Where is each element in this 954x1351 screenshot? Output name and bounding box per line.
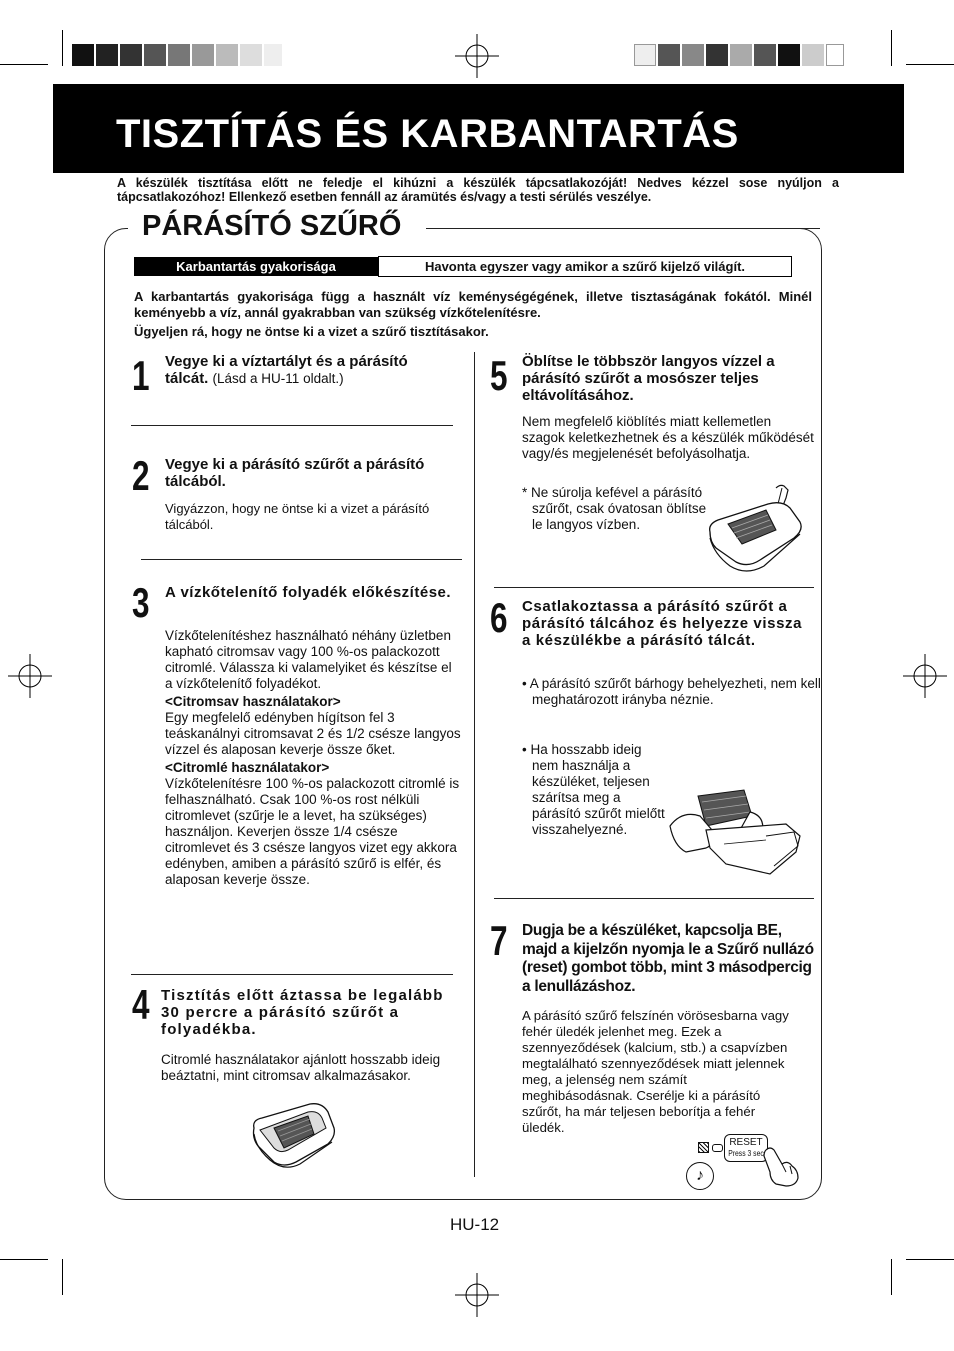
color-calibration-bar-right (634, 44, 844, 66)
beep-sound-icon: ♪ (686, 1162, 714, 1190)
step-3-paragraph: Vízkőtelenítéshez használható néhány üzletben kapható citromsav vagy 100 %-os palackozott citromlé. Válassza ki valamelyiket és készítse el a vízkőtelenítő folyadékot. (165, 628, 452, 691)
frequency-value: Havonta egyszer vagy amikor a szűrő kijelző világít. (378, 256, 792, 277)
step-separator (494, 587, 814, 588)
citric-acid-text: Egy megfelelő edényben hígítson fel 3 teáskanálnyi citromsavat 2 és 1/2 csésze langyos vízzel és alaposan keverje össze őket. (165, 710, 461, 757)
step-1-heading-text: Vegye ki a víztartályt és a párásító tálcát. (165, 353, 408, 387)
step-1-reference: (Lásd a HU-11 oldalt.) (212, 371, 344, 386)
color-calibration-bar-left (72, 44, 282, 66)
reset-button-label: RESET (729, 1137, 763, 1148)
registration-mark-bottom-icon (455, 1273, 499, 1317)
crop-mark (62, 1259, 63, 1295)
filter-soaking-illustration-icon (248, 1098, 338, 1172)
crop-mark (62, 30, 63, 66)
step-separator (494, 898, 814, 899)
intro-paragraph-2: Ügyeljen rá, hogy ne öntse ki a vizet a szűrő tisztításakor. (134, 324, 489, 339)
step-number: 2 (132, 452, 150, 499)
citric-acid-subheading: <Citromsav használatakor> (165, 694, 341, 709)
pressing-finger-icon (762, 1144, 802, 1188)
crop-mark (0, 1259, 48, 1260)
crop-mark (891, 30, 892, 66)
step-number: 1 (132, 352, 150, 399)
step-6-bullet-1: • A párásító szűrőt bárhogy behelyezheti, nem kell meghatározott irányba néznie. (522, 676, 821, 707)
filter-rinsing-illustration-icon (706, 482, 812, 578)
title-rule (430, 228, 820, 229)
reset-button-sublabel: Press 3 sec (728, 1149, 764, 1158)
safety-warning: A készülék tisztítása előtt ne feledje el kihúzni a készülék tápcsatlakozóját! Nedves kézzel sose nyúljon a tápcsatlakozóhoz! Ellenkező esetben fennáll az áramütés és/vagy a testi sérülés veszélye. (117, 176, 839, 204)
step-2-body: Vigyázzon, hogy ne öntse ki a vizet a párásító tálcából. (165, 501, 430, 532)
step-3-body (165, 628, 461, 888)
intro-paragraph: A karbantartás gyakorisága függ a használt víz keménységégének, illetve tisztaságának fokától. Minél keményebb a víz, annál gyakrabban van szükség vízkőtelenítésre. (134, 289, 812, 320)
step-5-note: * Ne súrolja kefével a párásító szűrőt, csak óvatosan öblítse le langyos vízben. (522, 485, 707, 532)
reset-button-illustration (678, 1132, 804, 1192)
step-number: 4 (132, 981, 150, 1028)
crop-mark (0, 64, 48, 65)
step-number: 6 (490, 594, 508, 641)
step-5-body: Nem megfelelő kiöblítés miatt kellemetlen szagok keletkezhetnek és a készülék működését vagy/és megjelenését befolyásolhatja. (522, 414, 814, 461)
step-number: 5 (490, 352, 508, 399)
registration-mark-top-icon (455, 34, 499, 78)
step-1-heading (165, 353, 455, 387)
filter-indicator-icon (698, 1142, 709, 1153)
filter-insertion-illustration-icon (666, 786, 806, 880)
step-6-heading: Csatlakoztassa a párásító szűrőt a párásító tálcához és helyezze vissza a készülékbe a párásító tálcát. (522, 598, 803, 649)
step-number: 7 (490, 917, 508, 964)
column-divider (474, 352, 475, 1177)
registration-mark-right-icon (903, 654, 947, 698)
crop-mark (906, 1259, 954, 1260)
step-3-heading: A vízkőtelenítő folyadék előkészítése. (165, 584, 452, 601)
lemon-juice-text: Vízkőtelenítésre 100 %-os palackozott citromlé is felhasználható. Csak 100 %-os rost nélküli citromlevet (szűrje le a levet, ha szükséges) használjon. Keverjen össze 1/4 csésze citromlevet és 3 csésze langyos vizet egy akkora edényben, amiben a párásító szűrő is elfér, és alaposan keverje össze. (165, 776, 460, 887)
step-2-heading: Vegye ki a párásító szűrőt a párásító tálcából. (165, 456, 425, 490)
section-title: PÁRÁSÍTÓ SZŰRŐ (142, 210, 402, 242)
step-separator (131, 974, 453, 975)
step-7-heading: Dugja be a készüléket, kapcsolja BE, majd a kijelzőn nyomja le a Szűrő nullázó (reset) gombot több, mint 3 másodpercig a lenullázáshoz. (522, 922, 814, 995)
step-6-bullet-2: • Ha hosszabb ideig nem használja a készüléket, teljesen szárítsa meg a párásító szűrőt mielőtt visszahelyezné. (522, 742, 665, 837)
crop-mark (906, 64, 954, 65)
frequency-label: Karbantartás gyakorisága (134, 257, 378, 276)
crop-mark (891, 1259, 892, 1295)
step-separator (141, 559, 462, 560)
registration-mark-left-icon (8, 654, 52, 698)
page-number: HU-12 (450, 1215, 500, 1234)
page-title: TISZTÍTÁS ÉS KARBANTARTÁS (116, 112, 739, 156)
step-4-body: Citromlé használatakor ajánlott hosszabb ideig beáztatni, mint citromsav alkalmazásakor. (161, 1052, 441, 1083)
step-number: 3 (132, 579, 150, 626)
step-4-heading: Tisztítás előtt áztassa be legalább 30 percre a párásító szűrőt a folyadékba. (161, 987, 444, 1038)
intro-text (134, 289, 812, 340)
indicator-lamp (712, 1144, 723, 1152)
lemon-juice-subheading: <Citromlé használatakor> (165, 760, 330, 775)
step-separator (131, 425, 453, 426)
step-7-body: A párásító szűrő felszínén vörösesbarna vagy fehér üledék jelenhet meg. Ezek a szennyeződések (kalcium, stb.) a csapvízben megtalálható szennyeződések miatt jelennek meg, a jelenség nem számít meghibásodásnak. Cserélje ki a párásító szűrőt, ha már teljesen beborítja a fehér üledék. (522, 1008, 789, 1135)
step-5-heading: Öblítse le többször langyos vízzel a párásító szűrőt a mosószer teljes eltávolításához. (522, 353, 775, 404)
